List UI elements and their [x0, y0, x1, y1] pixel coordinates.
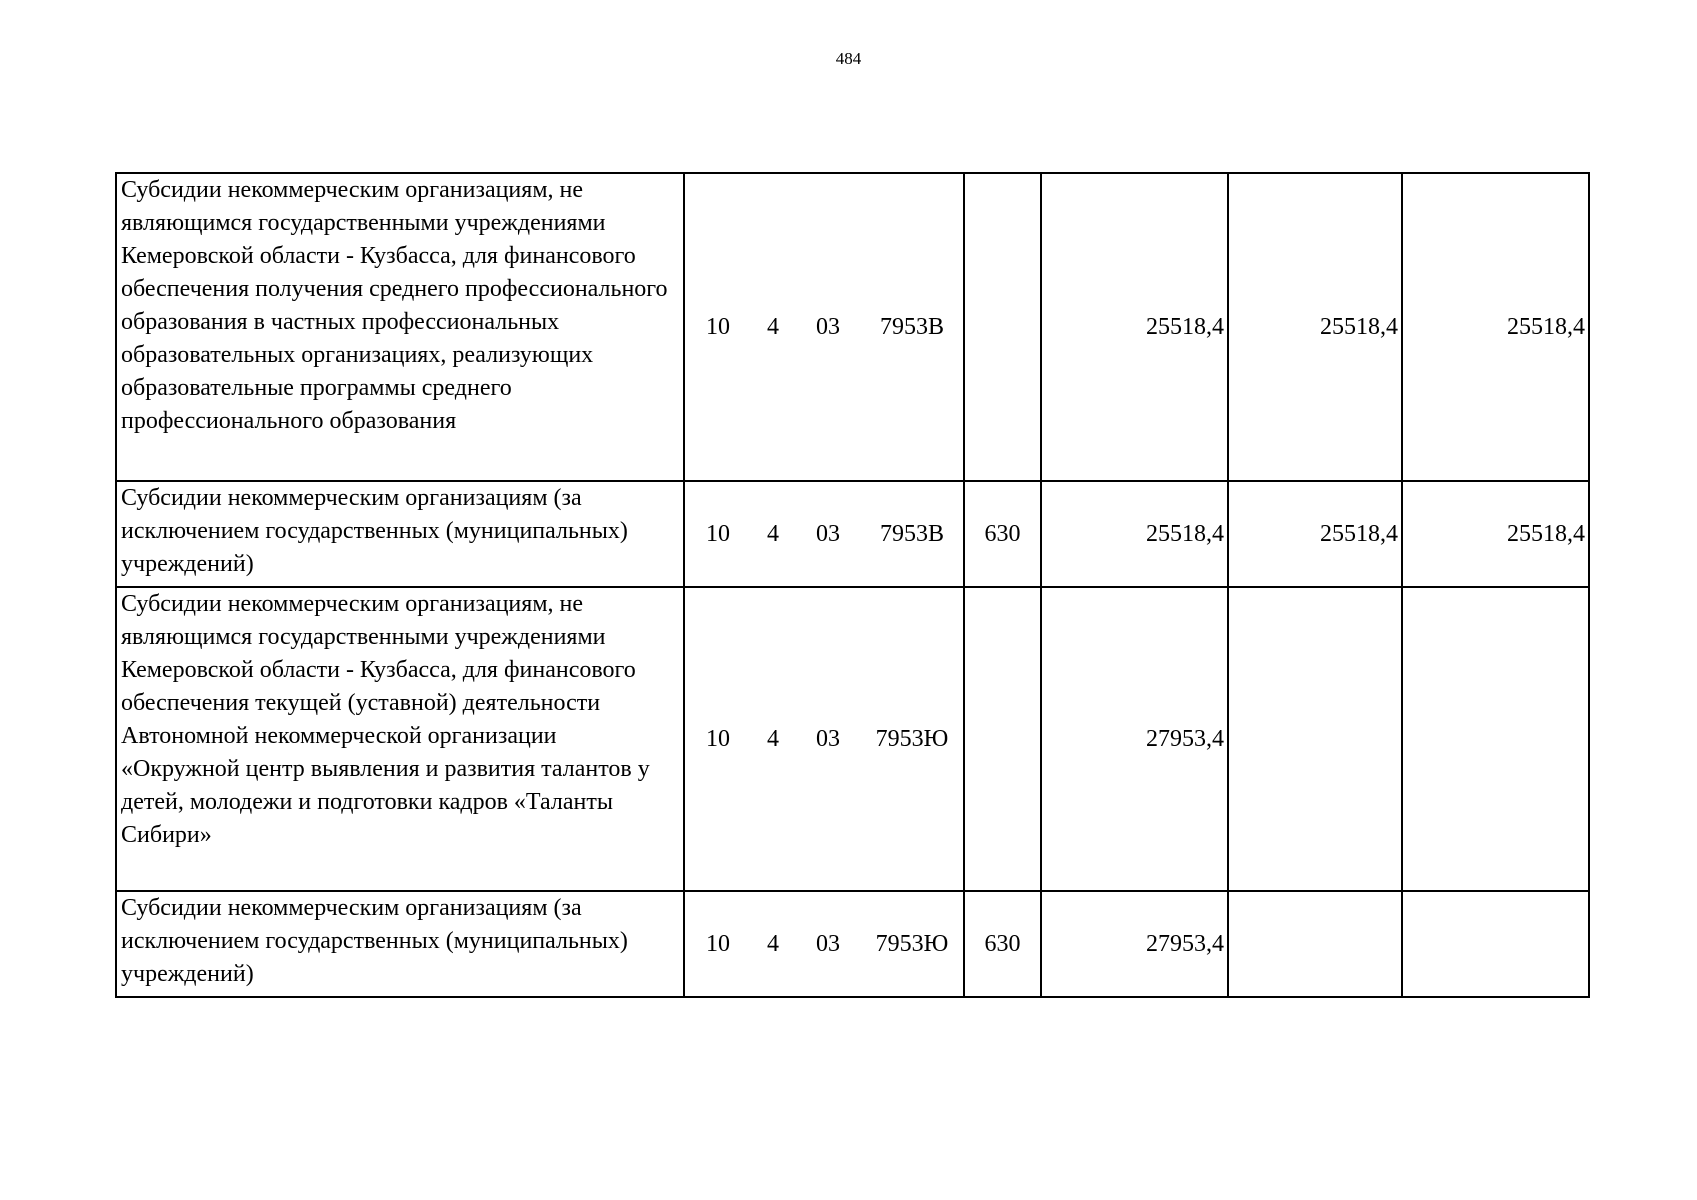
program-code: 4	[767, 930, 779, 957]
program-code: 4	[767, 520, 779, 547]
subprogram-code: 03	[816, 520, 840, 547]
subprogram-code: 03	[816, 930, 840, 957]
row-codes	[684, 587, 964, 891]
section-code: 10	[706, 313, 730, 340]
amount-year-2	[1228, 587, 1402, 891]
amount-year-3	[1402, 587, 1589, 891]
program-code: 4	[767, 313, 779, 340]
section-code: 10	[706, 930, 730, 957]
table-row	[116, 587, 1589, 891]
section-code: 10	[706, 520, 730, 547]
amount-year-2	[1228, 891, 1402, 997]
amount-year-1: 27953,4	[1041, 891, 1228, 997]
direction-code: 7953Ю	[875, 930, 949, 957]
amount-year-2: 25518,4	[1228, 481, 1402, 587]
subprogram-code: 03	[816, 725, 840, 752]
row-description: Субсидии некоммерческим организациям (за исключением государственных (муниципальных) учреждений)	[116, 481, 684, 587]
direction-code: 7953Ю	[875, 725, 949, 752]
expense-type-code	[964, 173, 1041, 481]
expense-type-code	[964, 587, 1041, 891]
page-number: 484	[835, 49, 862, 68]
subprogram-code: 03	[816, 313, 840, 340]
amount-year-2: 25518,4	[1228, 173, 1402, 481]
row-codes	[684, 173, 964, 481]
amount-year-1: 27953,4	[1041, 587, 1228, 891]
program-code: 4	[767, 725, 779, 752]
table-row	[116, 481, 1589, 587]
direction-code: 7953В	[879, 313, 944, 340]
amount-year-3	[1402, 891, 1589, 997]
amount-year-1: 25518,4	[1041, 173, 1228, 481]
row-description: Субсидии некоммерческим организациям (за исключением государственных (муниципальных) учреждений)	[116, 891, 684, 997]
budget-table	[115, 172, 1590, 998]
amount-year-3: 25518,4	[1402, 173, 1589, 481]
row-codes	[684, 481, 964, 587]
expense-type-code: 630	[964, 481, 1041, 587]
amount-year-1: 25518,4	[1041, 481, 1228, 587]
table-row	[116, 891, 1589, 997]
section-code: 10	[706, 725, 730, 752]
row-description: Субсидии некоммерческим организациям, не являющимся государственными учреждениями Кемеровской области - Кузбасса, для финансового обеспечения текущей (уставной) деятельности Автономной некоммерческой организации «Окружной центр выявления и развития талантов у детей, молодежи и подготовки кадров «Таланты Сибири»	[116, 587, 684, 891]
expense-type-code: 630	[964, 891, 1041, 997]
direction-code: 7953В	[879, 520, 944, 547]
amount-year-3: 25518,4	[1402, 481, 1589, 587]
row-description: Субсидии некоммерческим организациям, не являющимся государственными учреждениями Кемеровской области - Кузбасса, для финансового обеспечения получения среднего профессионального образования в частных профессиональных образовательных организациях, реализующих образовательные программы среднего профессионального образования	[116, 173, 684, 481]
table-row	[116, 173, 1589, 481]
row-codes	[684, 891, 964, 997]
